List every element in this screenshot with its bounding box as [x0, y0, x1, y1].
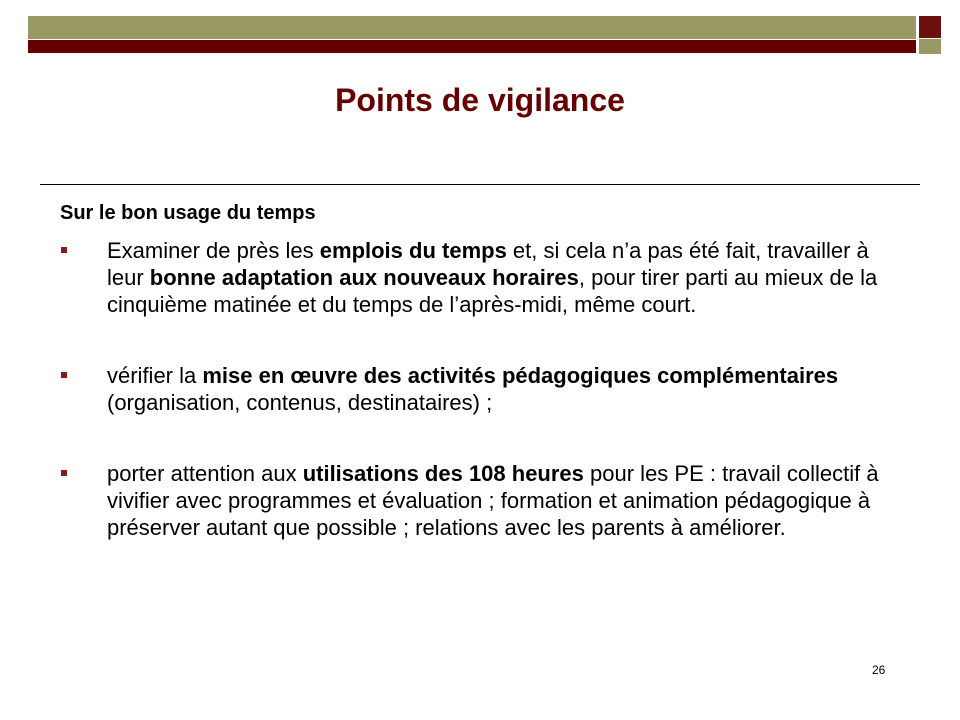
page-number: 26: [872, 663, 886, 677]
square-bullet-icon: [61, 247, 67, 253]
text-run: (organisation, contenus, destinataires) ;: [107, 390, 493, 415]
corner-olive-square: [919, 39, 941, 54]
slide-body: [60, 200, 910, 541]
text-run: Examiner de près les: [107, 238, 320, 263]
text-run: porter attention aux: [107, 461, 303, 486]
slide-title: Points de vigilance: [335, 82, 625, 118]
text-run: vérifier la: [107, 363, 203, 388]
corner-maroon-square: [919, 16, 941, 38]
text-run: pour les PE : travail collectif à vivifier avec programmes et évaluation ; formation et animation pédagogique à préserver autant que possible ; relations avec les parents à améliorer.: [107, 461, 879, 540]
bold-text-run: utilisations des 108 heures: [302, 461, 584, 486]
bullet-item: [60, 362, 910, 416]
bullet-text: [107, 238, 877, 317]
bold-text-run: mise en œuvre des activités pédagogiques complémentaires: [202, 363, 839, 388]
bold-text-run: emplois du temps: [319, 238, 507, 263]
bullet-text: [107, 363, 838, 415]
bullet-text: [107, 461, 879, 540]
bold-text-run: bonne adaptation aux nouveaux horaires: [149, 265, 579, 290]
header-olive-band: [28, 16, 916, 39]
square-bullet-icon: [61, 470, 67, 476]
header-maroon-band: [28, 40, 916, 53]
bullet-item: [60, 237, 910, 318]
text-run: , pour tirer parti au mieux de la cinquième matinée et du temps de l’après-midi, même court.: [107, 265, 878, 317]
bullet-item: [60, 460, 910, 541]
text-run: et, si cela n’a pas été fait, travailler à leur: [107, 238, 869, 290]
header-decoration-bar: [28, 16, 916, 53]
square-bullet-icon: [61, 372, 67, 378]
section-heading: Sur le bon usage du temps: [60, 202, 316, 224]
title-divider: [40, 184, 920, 185]
